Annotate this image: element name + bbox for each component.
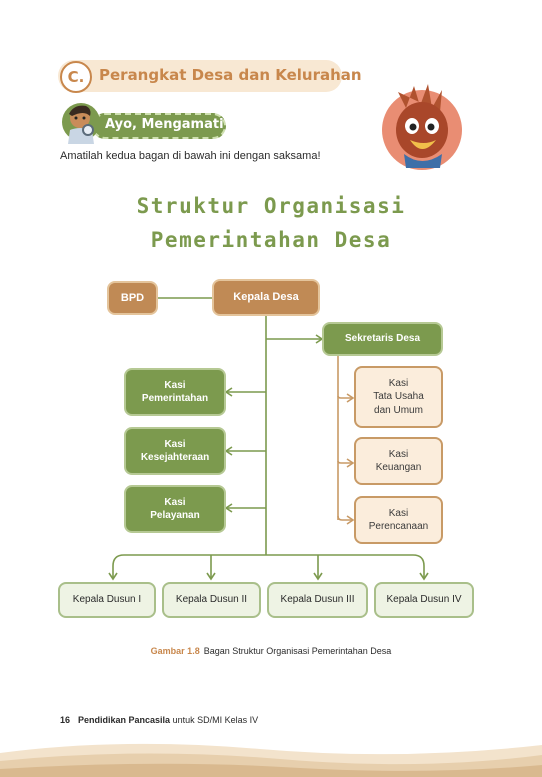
sekretaris-desa-label: Sekretaris Desa (344, 333, 421, 345)
decorative-wave (0, 735, 542, 777)
chart-title-line-1: Struktur Organisasi (136, 194, 406, 218)
kasi-pemerintahan-line-1: Kasi (164, 379, 186, 391)
kasi-kesejahteraan-box (124, 427, 226, 475)
kepala-dusun-3-box (267, 582, 368, 618)
kepala-dusun-2-label: Kepala Dusun II (175, 594, 248, 606)
chart-title-line-2: Pemerintahan Desa (150, 228, 392, 252)
kepala-dusun-4-label: Kepala Dusun IV (386, 594, 462, 606)
sekretaris-desa-box (322, 322, 443, 356)
kasi-kesejahteraan-line-2: Kesejahteraan (140, 452, 210, 463)
kasi-keuangan-box (354, 437, 443, 485)
kasi-pelayanan-box (124, 485, 226, 533)
kasi-tata-usaha-line-2: Tata Usaha (373, 391, 424, 403)
kepala-dusun-3-label: Kepala Dusun III (280, 594, 355, 606)
section-letter-badge: C. (60, 61, 92, 93)
kasi-keuangan-line-2: Keuangan (375, 462, 422, 473)
kepala-desa-label: Kepala Desa (233, 291, 299, 304)
kepala-desa-box (212, 279, 320, 316)
kepala-dusun-1-box (58, 582, 156, 618)
kasi-tata-usaha-line-1: Kasi (388, 377, 409, 389)
kasi-tata-usaha-line-3: dan Umum (374, 404, 423, 416)
kepala-dusun-1-label: Kepala Dusun I (72, 594, 142, 606)
instruction-text: Amatilah kedua bagan di bawah ini dengan saksama! (60, 150, 321, 162)
kasi-pelayanan-line-1: Kasi (164, 496, 186, 508)
kasi-kesejahteraan-line-1: Kasi (164, 438, 186, 450)
book-subtitle: untuk SD/MI Kelas IV (170, 715, 259, 725)
kasi-keuangan-line-1: Kasi (388, 448, 409, 460)
bpd-label: BPD (120, 291, 145, 304)
kasi-pemerintahan-line-2: Pemerintahan (141, 393, 209, 404)
kasi-perencanaan-line-2: Perencanaan (368, 521, 429, 532)
kasi-tata-usaha-box (354, 366, 443, 428)
kasi-perencanaan-line-1: Kasi (388, 507, 409, 519)
figure-number: Gambar 1.8 (150, 646, 200, 656)
kepala-dusun-4-box (374, 582, 474, 618)
section-title: Perangkat Desa dan Kelurahan (99, 66, 362, 84)
page-footer (60, 715, 258, 725)
book-title: Pendidikan Pancasila (78, 715, 171, 725)
page-number: 16 (60, 715, 71, 725)
activity-title: Ayo, Mengamati (105, 117, 224, 132)
kasi-perencanaan-box (354, 496, 443, 544)
figure-caption (0, 646, 542, 656)
figure-caption-text: Bagan Struktur Organisasi Pemerintahan Desa (203, 646, 392, 656)
kepala-dusun-2-box (162, 582, 261, 618)
kasi-pelayanan-line-2: Pelayanan (150, 510, 200, 521)
bpd-box (107, 281, 158, 315)
kasi-pemerintahan-box (124, 368, 226, 416)
